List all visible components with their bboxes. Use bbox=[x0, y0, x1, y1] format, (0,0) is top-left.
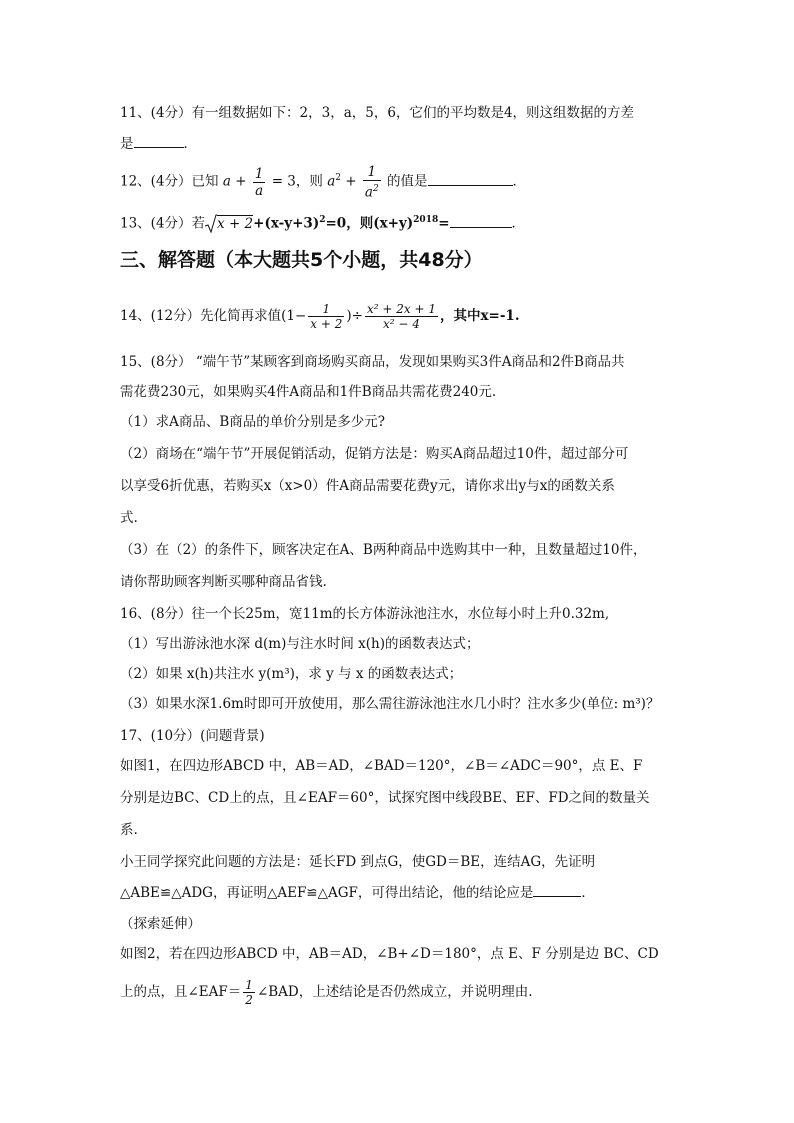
q15-sub3-line2: 请你帮助顾客判断买哪种商品省钱. bbox=[120, 574, 327, 590]
sqrt-symbol bbox=[205, 214, 217, 235]
q13-prefix: 13、(4分）若 bbox=[120, 215, 206, 232]
q14-frac2-den: x² − 4 bbox=[383, 317, 420, 331]
q17-p2-line2 bbox=[120, 882, 595, 903]
q17-p3-line1: 如图2，若在四边形ABCD 中，AB＝AD，∠B+∠D＝180°，点 E、F 分别是边 BC、CD bbox=[120, 946, 659, 962]
q15-sub3-line1: （3）在（2）的条件下，顾客决定在A、B两种商品中选购其中一种，且数量超过10件， bbox=[120, 542, 647, 558]
q13-rest: +(x-y+3) bbox=[253, 215, 320, 232]
section-3-heading: 三、解答题（本大题共5个小题，共48分） bbox=[120, 249, 483, 271]
q16-sub2: （2）如果 x(h)共注水 y(m³)，求 y 与 x 的函数表达式； bbox=[120, 666, 463, 682]
q13-radicand: x + 2 bbox=[217, 215, 254, 232]
q17-p3-prefix: 上的点，且∠EAF＝ bbox=[120, 984, 242, 1000]
q12-end: ． bbox=[512, 173, 526, 190]
q15-sub2-line2: 以享受6折优惠，若购买x（x>0）件A商品需要花费y元，请你求出y与x的函数关系 bbox=[120, 478, 615, 494]
q13-exp: 2018 bbox=[413, 215, 439, 225]
q14-suffix: ，其中x=-1. bbox=[439, 308, 520, 324]
q15-sub2-line3: 式. bbox=[120, 510, 138, 526]
q16-sub1: （1）写出游泳池水深 d(m)与注水时间 x(h)的函数表达式； bbox=[120, 636, 480, 652]
q12-var-a: a bbox=[222, 173, 231, 190]
q14-frac2-num: x² + 2x + 1 bbox=[366, 302, 436, 316]
q14-line bbox=[120, 296, 520, 336]
q12-answer-blank[interactable] bbox=[428, 171, 513, 186]
q12-eq: = 3，则 bbox=[271, 173, 323, 190]
q13-rest2: =0，则(x+y) bbox=[325, 215, 414, 232]
q17-p2-text: △ABE≌△ADG，再证明△AEF≌△AGF，可得出结论，他的结论应是 bbox=[120, 885, 534, 901]
q17-p2-end: ． bbox=[581, 885, 595, 901]
q14-fraction-1 bbox=[308, 302, 344, 331]
q12-plus: + bbox=[235, 173, 247, 190]
q12-suffix: 的值是 bbox=[387, 173, 428, 190]
q14-prefix: 14、(12分）先化简再求值 bbox=[120, 308, 282, 324]
q12-var-a2: a bbox=[327, 173, 336, 190]
q15-line2: 需花费230元，如果购买4件A商品和1件B商品共需花费240元. bbox=[120, 384, 497, 400]
q11-line2 bbox=[120, 133, 197, 154]
q11-answer-blank[interactable] bbox=[134, 133, 184, 148]
q12-fraction-2 bbox=[363, 164, 381, 201]
q15-sub2-line1: （2）商场在“端午节”开展促销活动，促销方法是：购买A商品超过10件，超过部分可 bbox=[120, 446, 629, 462]
q17-line1: 17、(10分）(问题背景) bbox=[120, 728, 265, 744]
q17-p1-line3: 系. bbox=[120, 822, 138, 838]
q14-frac1-num: 1 bbox=[308, 302, 344, 317]
q14-frac1-den: x + 2 bbox=[310, 317, 343, 331]
q15-line1: 15、(8分） “端午节”某顾客到商场购买商品，发现如果购买3件A商品和2件B商品共 bbox=[120, 354, 625, 370]
q17-p1-line2: 分别是边BC、CD上的点，且∠EAF＝60°，试探究图中线段BE、EF、FD之间的数量关 bbox=[120, 790, 650, 806]
q12-prefix: 12、(4分）已知 bbox=[120, 173, 219, 190]
q17-p2-line1: 小王同学探究此问题的方法是：延长FD 到点G，使GD＝BE，连结AG，先证明 bbox=[120, 854, 596, 870]
q12-exp: 2 bbox=[335, 173, 341, 183]
q13-eq: = bbox=[438, 215, 450, 232]
q15-sub1: （1）求A商品、B商品的单价分别是多少元? bbox=[120, 414, 385, 430]
q17-ext-heading: （探索延伸） bbox=[120, 916, 201, 932]
q12-line bbox=[120, 160, 526, 200]
q14-fraction-2 bbox=[365, 302, 438, 331]
q11-line2-prefix: 是 bbox=[120, 136, 134, 152]
q12-frac2-den: $a^2$ bbox=[364, 183, 379, 201]
q11-line1: 11、(4分）有一组数据如下：2，3，a，5，6，它们的平均数是4，则这组数据的方差 bbox=[120, 105, 635, 121]
q14-close: )÷ bbox=[346, 308, 363, 324]
q12-frac2-num: 1 bbox=[363, 164, 381, 181]
q14-open: (1− bbox=[281, 308, 307, 324]
q17-half-fraction bbox=[243, 978, 255, 1007]
q17-answer-blank[interactable] bbox=[533, 882, 581, 897]
q12-plus2: + bbox=[345, 173, 357, 190]
q13-end: ． bbox=[511, 215, 526, 232]
q17-p3-suffix: ∠BAD，上述结论是否仍然成立，并说明理由. bbox=[256, 984, 533, 1000]
q17-half-num: 1 bbox=[245, 978, 253, 992]
q13-sq: 2 bbox=[319, 215, 326, 225]
q16-line1: 16、(8分）往一个长25m，宽11m的长方体游泳池注水，水位每小时上升0.32m, bbox=[120, 606, 610, 622]
q13-answer-blank[interactable] bbox=[450, 213, 512, 228]
q12-frac1-num: 1 bbox=[254, 165, 264, 182]
q11-line2-suffix: ． bbox=[183, 136, 197, 152]
q12-frac1-den: a bbox=[255, 182, 264, 199]
q17-p3-line2 bbox=[120, 972, 533, 1012]
q17-p1-line1: 如图1，在四边形ABCD 中，AB＝AD，∠BAD＝120°，∠B＝∠ADC＝90°，点 E、F bbox=[120, 758, 643, 774]
q13-line bbox=[120, 210, 525, 234]
q17-half-den: 2 bbox=[245, 993, 253, 1007]
q12-fraction-1 bbox=[253, 166, 266, 199]
q16-sub3: （3）如果水深1.6m时即可开放使用，那么需往游泳池注水几小时？注水多少(单位: m³)？ bbox=[120, 696, 660, 712]
